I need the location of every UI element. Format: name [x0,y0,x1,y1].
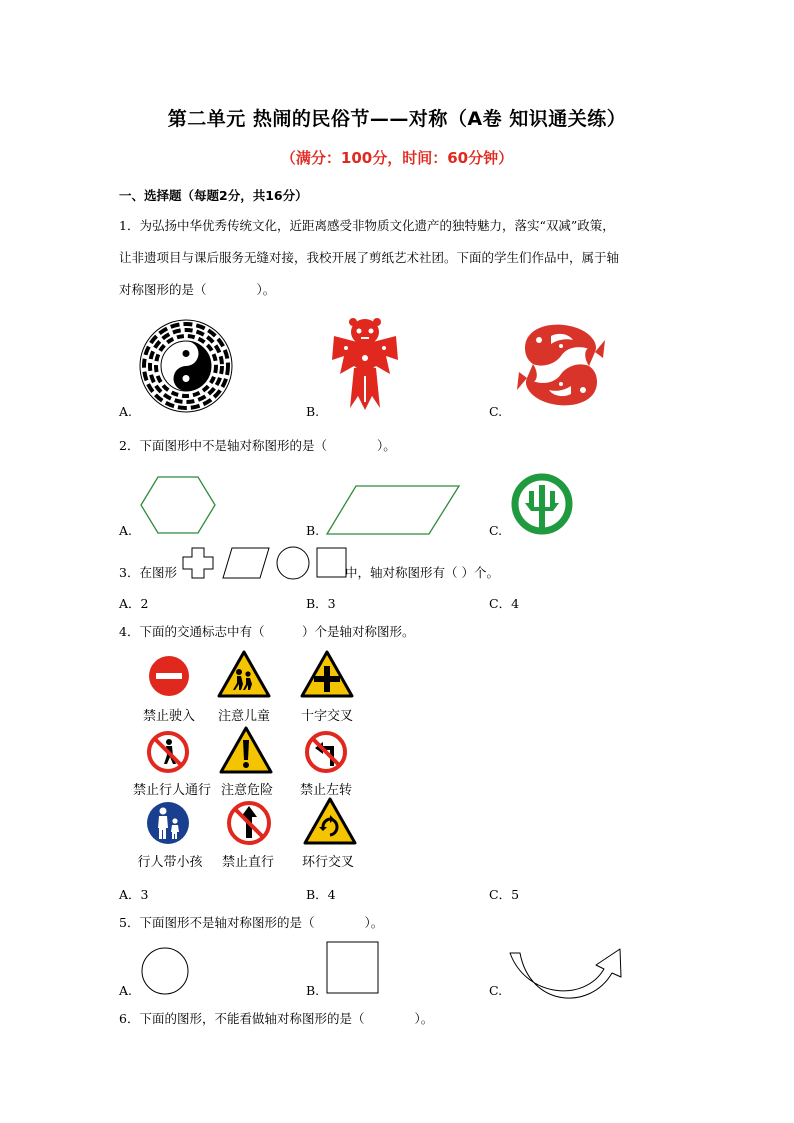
q1-option-a: A. [119,404,133,419]
q4-option-a: A．3 [119,887,149,902]
children-warning-sign-icon [217,650,271,698]
q4-stem: 4．下面的交通标志中有（ ）个是轴对称图形。 [119,624,415,639]
small-parallelogram-shape [222,547,270,579]
circle-outline-shape [140,946,190,996]
q3-stem-end: 中，轴对称图形有（ ）个。 [345,565,499,580]
taiji-bagua-image [138,318,234,414]
q5-option-b: B. [306,983,320,998]
no-straight-sign-icon [226,800,272,846]
papercut-red-figure-image [330,316,400,412]
sign-label-no-pedestrians: 禁止行人通行 [132,782,211,797]
crossroads-warning-sign-icon [300,650,354,698]
green-hexagon-shape [140,476,216,534]
q5-stem: 5．下面图形不是轴对称图形的是（ ）。 [119,915,384,930]
q3-stem-start: 3．在图形 [119,565,177,580]
square-outline-shape [326,941,380,995]
section-heading: 一、选择题（每题2分，共16分） [119,188,308,203]
papercut-two-fish-image [515,318,607,412]
q2-option-c: C. [489,523,503,538]
q5-option-a: A. [119,983,133,998]
q3-option-a: A．2 [119,596,149,611]
q1-option-c: C. [489,404,503,419]
curved-arrow-shape [508,945,626,997]
q4-option-b: B．4 [306,887,336,902]
sign-label-no-straight: 禁止直行 [221,854,274,869]
cross-shape [182,547,214,579]
sign-label-roundabout: 环行交叉 [301,854,354,869]
q2-option-a: A. [119,523,133,538]
sign-label-no-entry: 禁止驶入 [142,708,195,723]
sign-label-pedestrian-child: 行人带小孩 [137,854,203,869]
roundabout-warning-sign-icon [303,797,357,845]
sign-label-children: 注意儿童 [217,708,270,723]
circle-shape [276,546,310,580]
q2-stem: 2．下面图形中不是轴对称图形的是（ ）。 [119,438,396,453]
bank-logo-image [511,473,573,535]
q3-option-c: C．4 [489,596,520,611]
q1-line3: 对称图形的是（ ）。 [119,282,276,297]
q3-option-b: B．3 [306,596,336,611]
q4-option-c: C．5 [489,887,520,902]
q5-option-c: C. [489,983,503,998]
square-shape [316,547,348,579]
q1-line1: 1．为弘扬中华优秀传统文化，近距离感受非物质文化遗产的独特魅力，落实“双减”政策， [119,218,615,233]
q2-option-b: B. [306,523,320,538]
sign-label-crossroads: 十字交叉 [300,708,353,723]
q1-option-b: B. [306,404,320,419]
danger-warning-sign-icon [219,726,273,774]
q1-line2: 让非遗项目与课后服务无缝对接，我校开展了剪纸艺术社团。下面的学生们作品中，属于轴 [119,250,620,265]
no-pedestrians-sign-icon [146,730,190,774]
no-entry-sign-icon [148,655,190,697]
no-left-turn-sign-icon [304,730,348,774]
sign-label-danger: 注意危险 [220,782,273,797]
page-title: 第二单元 热闹的民俗节——对称（A卷 知识通关练） [167,108,627,130]
parallelogram-shape [326,485,460,535]
pedestrian-with-child-sign-icon [146,801,190,845]
q6-stem: 6．下面的图形，不能看做轴对称图形的是（ ）。 [119,1011,434,1026]
sign-label-no-left-turn: 禁止左转 [299,782,352,797]
score-time-subtitle: （满分：100分，时间：60分钟） [280,149,514,167]
